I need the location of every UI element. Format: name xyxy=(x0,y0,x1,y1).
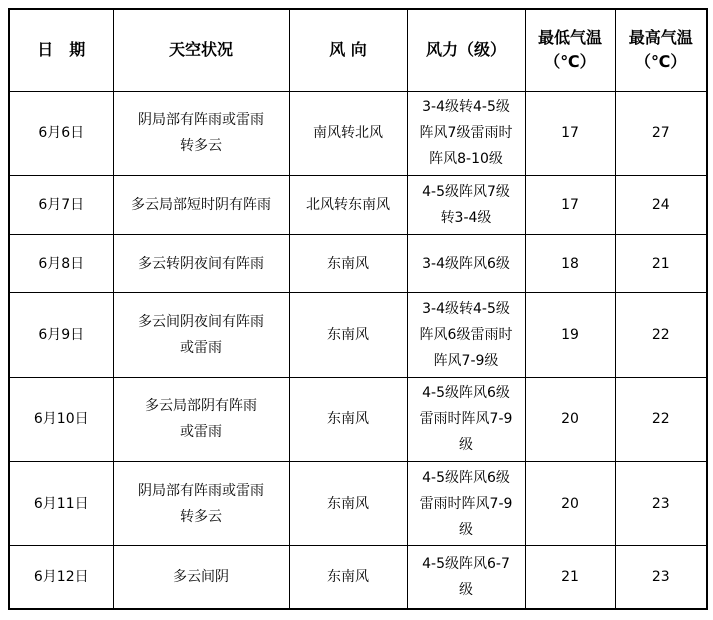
wind-force-cell-line: 级 xyxy=(459,582,473,599)
wind-force-cell-line: 转3-4级 xyxy=(440,209,492,226)
sky-cell xyxy=(113,175,289,234)
wind-force-cell-line: 3-4级阵风6级 xyxy=(422,255,510,272)
table-row xyxy=(9,175,707,234)
date-cell: 6月9日 xyxy=(9,293,113,377)
wind-force-cell-line: 雷雨时阵风7-9 xyxy=(419,411,513,428)
wind-force-cell xyxy=(407,461,525,545)
weather-forecast-table xyxy=(8,8,708,610)
wind-force-cell-line: 阵风7-9级 xyxy=(433,352,499,369)
wind-direction-cell: 北风转东南风 xyxy=(289,175,407,234)
wind-force-cell-line: 4-5级阵风7级 xyxy=(422,183,510,200)
header-wind-direction: 风 向 xyxy=(289,9,407,91)
wind-force-cell-line: 阵风8-10级 xyxy=(429,151,503,168)
wind-direction-cell: 东南风 xyxy=(289,546,407,609)
wind-force-cell-line: 3-4级转4-5级 xyxy=(422,99,510,116)
wind-force-cell-line: 阵风7级雷雨时 xyxy=(419,125,513,142)
wind-direction-cell: 东南风 xyxy=(289,377,407,461)
max-temp-cell: 23 xyxy=(615,461,707,545)
sky-cell-line: 多云间阴夜间有阵雨 xyxy=(138,313,264,330)
date-cell: 6月10日 xyxy=(9,377,113,461)
max-temp-cell: 24 xyxy=(615,175,707,234)
wind-force-cell xyxy=(407,546,525,609)
date-cell: 6月7日 xyxy=(9,175,113,234)
table-row xyxy=(9,461,707,545)
wind-direction-cell: 东南风 xyxy=(289,293,407,377)
max-temp-cell: 22 xyxy=(615,377,707,461)
sky-cell-line: 或雷雨 xyxy=(180,424,222,441)
wind-direction-cell: 东南风 xyxy=(289,461,407,545)
sky-cell xyxy=(113,546,289,609)
table-row xyxy=(9,293,707,377)
table-row xyxy=(9,377,707,461)
wind-direction-cell: 南风转北风 xyxy=(289,91,407,175)
wind-force-cell xyxy=(407,293,525,377)
sky-cell-line: 阴局部有阵雨或雷雨 xyxy=(138,112,264,129)
min-temp-cell: 17 xyxy=(525,91,615,175)
wind-direction-cell: 东南风 xyxy=(289,235,407,293)
table-row xyxy=(9,91,707,175)
min-temp-cell: 18 xyxy=(525,235,615,293)
max-temp-cell: 23 xyxy=(615,546,707,609)
max-temp-cell: 27 xyxy=(615,91,707,175)
wind-force-cell-line: 4-5级阵风6级 xyxy=(422,385,510,402)
sky-cell-line: 多云转阴夜间有阵雨 xyxy=(138,255,264,272)
sky-cell xyxy=(113,91,289,175)
wind-force-cell-line: 雷雨时阵风7-9 xyxy=(419,495,513,512)
wind-force-cell xyxy=(407,377,525,461)
sky-cell-line: 多云局部阴有阵雨 xyxy=(145,398,257,415)
wind-force-cell xyxy=(407,91,525,175)
wind-force-cell xyxy=(407,235,525,293)
max-temp-cell: 22 xyxy=(615,293,707,377)
forecast-body xyxy=(9,91,707,609)
min-temp-cell: 17 xyxy=(525,175,615,234)
header-row xyxy=(9,9,707,91)
min-temp-cell: 20 xyxy=(525,377,615,461)
table-row xyxy=(9,546,707,609)
sky-cell xyxy=(113,461,289,545)
min-temp-cell: 19 xyxy=(525,293,615,377)
min-temp-cell: 21 xyxy=(525,546,615,609)
wind-force-cell-line: 3-4级转4-5级 xyxy=(422,300,510,317)
header-max-temp xyxy=(615,9,707,91)
sky-cell-line: 或雷雨 xyxy=(180,339,222,356)
wind-force-cell-line: 4-5级阵风6-7 xyxy=(422,556,510,573)
wind-force-cell xyxy=(407,175,525,234)
sky-cell xyxy=(113,377,289,461)
header-sky: 天空状况 xyxy=(113,9,289,91)
date-cell: 6月8日 xyxy=(9,235,113,293)
header-max-temp-label: 最高气温 xyxy=(628,28,693,48)
date-cell: 6月6日 xyxy=(9,91,113,175)
header-max-temp-unit: （℃） xyxy=(635,52,687,72)
header-wind-force: 风力（级） xyxy=(407,9,525,91)
header-min-temp xyxy=(525,9,615,91)
sky-cell-line: 转多云 xyxy=(180,508,222,525)
sky-cell xyxy=(113,293,289,377)
wind-force-cell-line: 4-5级阵风6级 xyxy=(422,469,510,486)
date-cell: 6月12日 xyxy=(9,546,113,609)
sky-cell-line: 阴局部有阵雨或雷雨 xyxy=(138,482,264,499)
wind-force-cell-line: 级 xyxy=(459,437,473,454)
wind-force-cell-line: 级 xyxy=(459,521,473,538)
table-row xyxy=(9,235,707,293)
header-min-temp-unit: （℃） xyxy=(544,52,596,72)
header-min-temp-label: 最低气温 xyxy=(537,28,602,48)
wind-force-cell-line: 阵风6级雷雨时 xyxy=(419,326,513,343)
max-temp-cell: 21 xyxy=(615,235,707,293)
header-date: 日 期 xyxy=(9,9,113,91)
date-cell: 6月11日 xyxy=(9,461,113,545)
sky-cell-line: 转多云 xyxy=(180,138,222,155)
sky-cell xyxy=(113,235,289,293)
min-temp-cell: 20 xyxy=(525,461,615,545)
sky-cell-line: 多云间阴 xyxy=(173,569,229,586)
sky-cell-line: 多云局部短时阴有阵雨 xyxy=(131,196,271,213)
